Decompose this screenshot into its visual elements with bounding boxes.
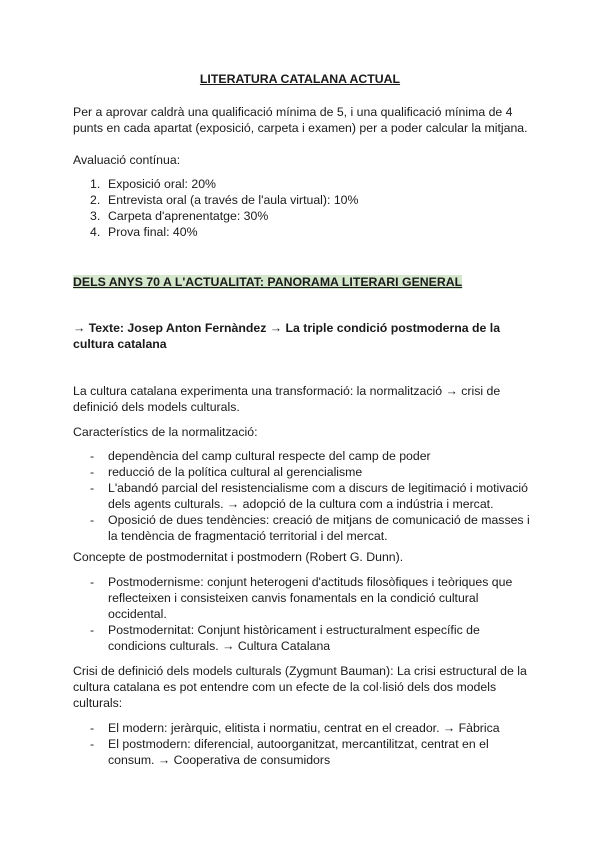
list-item: - Postmodernitat: Conjunt històricament i estructuralment específic de condicions culturals. → Cultura Catalana bbox=[73, 622, 533, 654]
list-item: - L'abandó parcial del resistencialisme com a discurs de legitimació i motivació dels agents culturals. → adopció de la cultura com a indústria i mercat. bbox=[73, 480, 533, 512]
evaluation-label: Avaluació contínua: bbox=[73, 153, 181, 167]
list-item: 4. Prova final: 40% bbox=[90, 225, 198, 239]
list-item: - Oposició de dues tendències: creació de mitjans de comunicació de masses i la tendència de fragmentació territorial i del mercat. bbox=[73, 512, 533, 544]
postmodern-list bbox=[73, 574, 533, 654]
list-item: - El modern: jeràrquic, elitista i normatiu, centrat en el creador. → Fàbrica bbox=[73, 720, 533, 736]
list-item: - Postmodernisme: conjunt heterogeni d'actituds filosòfiques i teòriques que reflecteixen i consisteixen canvis fonamentals en la condició cultural occidental. bbox=[73, 574, 533, 622]
transformation-paragraph: La cultura catalana experimenta una transformació: la normalització → crisi de definició dels models culturals. bbox=[73, 384, 501, 414]
list-item: - El postmodern: diferencial, autoorganitzat, mercantilitzat, centrat en el consum. → Cooperativa de consumidors bbox=[73, 736, 533, 768]
list-item: - dependència del camp cultural respecte del camp de poder bbox=[73, 448, 533, 464]
list-item: 1. Exposició oral: 20% bbox=[90, 177, 216, 191]
intro-paragraph: Per a aprovar caldrà una qualificació mínima de 5, i una qualificació mínima de 4 punts en cada apartat (exposició, carpeta i examen) per a poder calcular la mitjana. bbox=[73, 105, 528, 135]
list-item: - reducció de la política cultural al gerencialisme bbox=[73, 464, 533, 480]
postmodern-label: Concepte de postmodernitat i postmodern (Robert G. Dunn). bbox=[73, 550, 404, 564]
list-item: 3. Carpeta d'aprenentatge: 30% bbox=[90, 209, 269, 223]
document-title: LITERATURA CATALANA ACTUAL bbox=[199, 72, 401, 86]
section-heading: DELS ANYS 70 A L'ACTUALITAT: PANORAMA LITERARI GENERAL bbox=[73, 275, 463, 289]
list-item: 2. Entrevista oral (a través de l'aula virtual): 10% bbox=[90, 193, 359, 207]
text-reference: → Texte: Josep Anton Fernàndez → La triple condició postmoderna de la cultura catalana bbox=[73, 321, 501, 351]
crisis-paragraph: Crisi de definició dels models culturals (Zygmunt Bauman): La crisi estructural de la cultura catalana es pot entendre com un efecte de la col·lisió dels dos models culturals: bbox=[73, 664, 527, 710]
normalization-list bbox=[73, 448, 533, 544]
evaluation-list bbox=[73, 176, 533, 240]
normalization-label: Característics de la normalització: bbox=[73, 425, 258, 439]
crisis-list bbox=[73, 720, 533, 768]
